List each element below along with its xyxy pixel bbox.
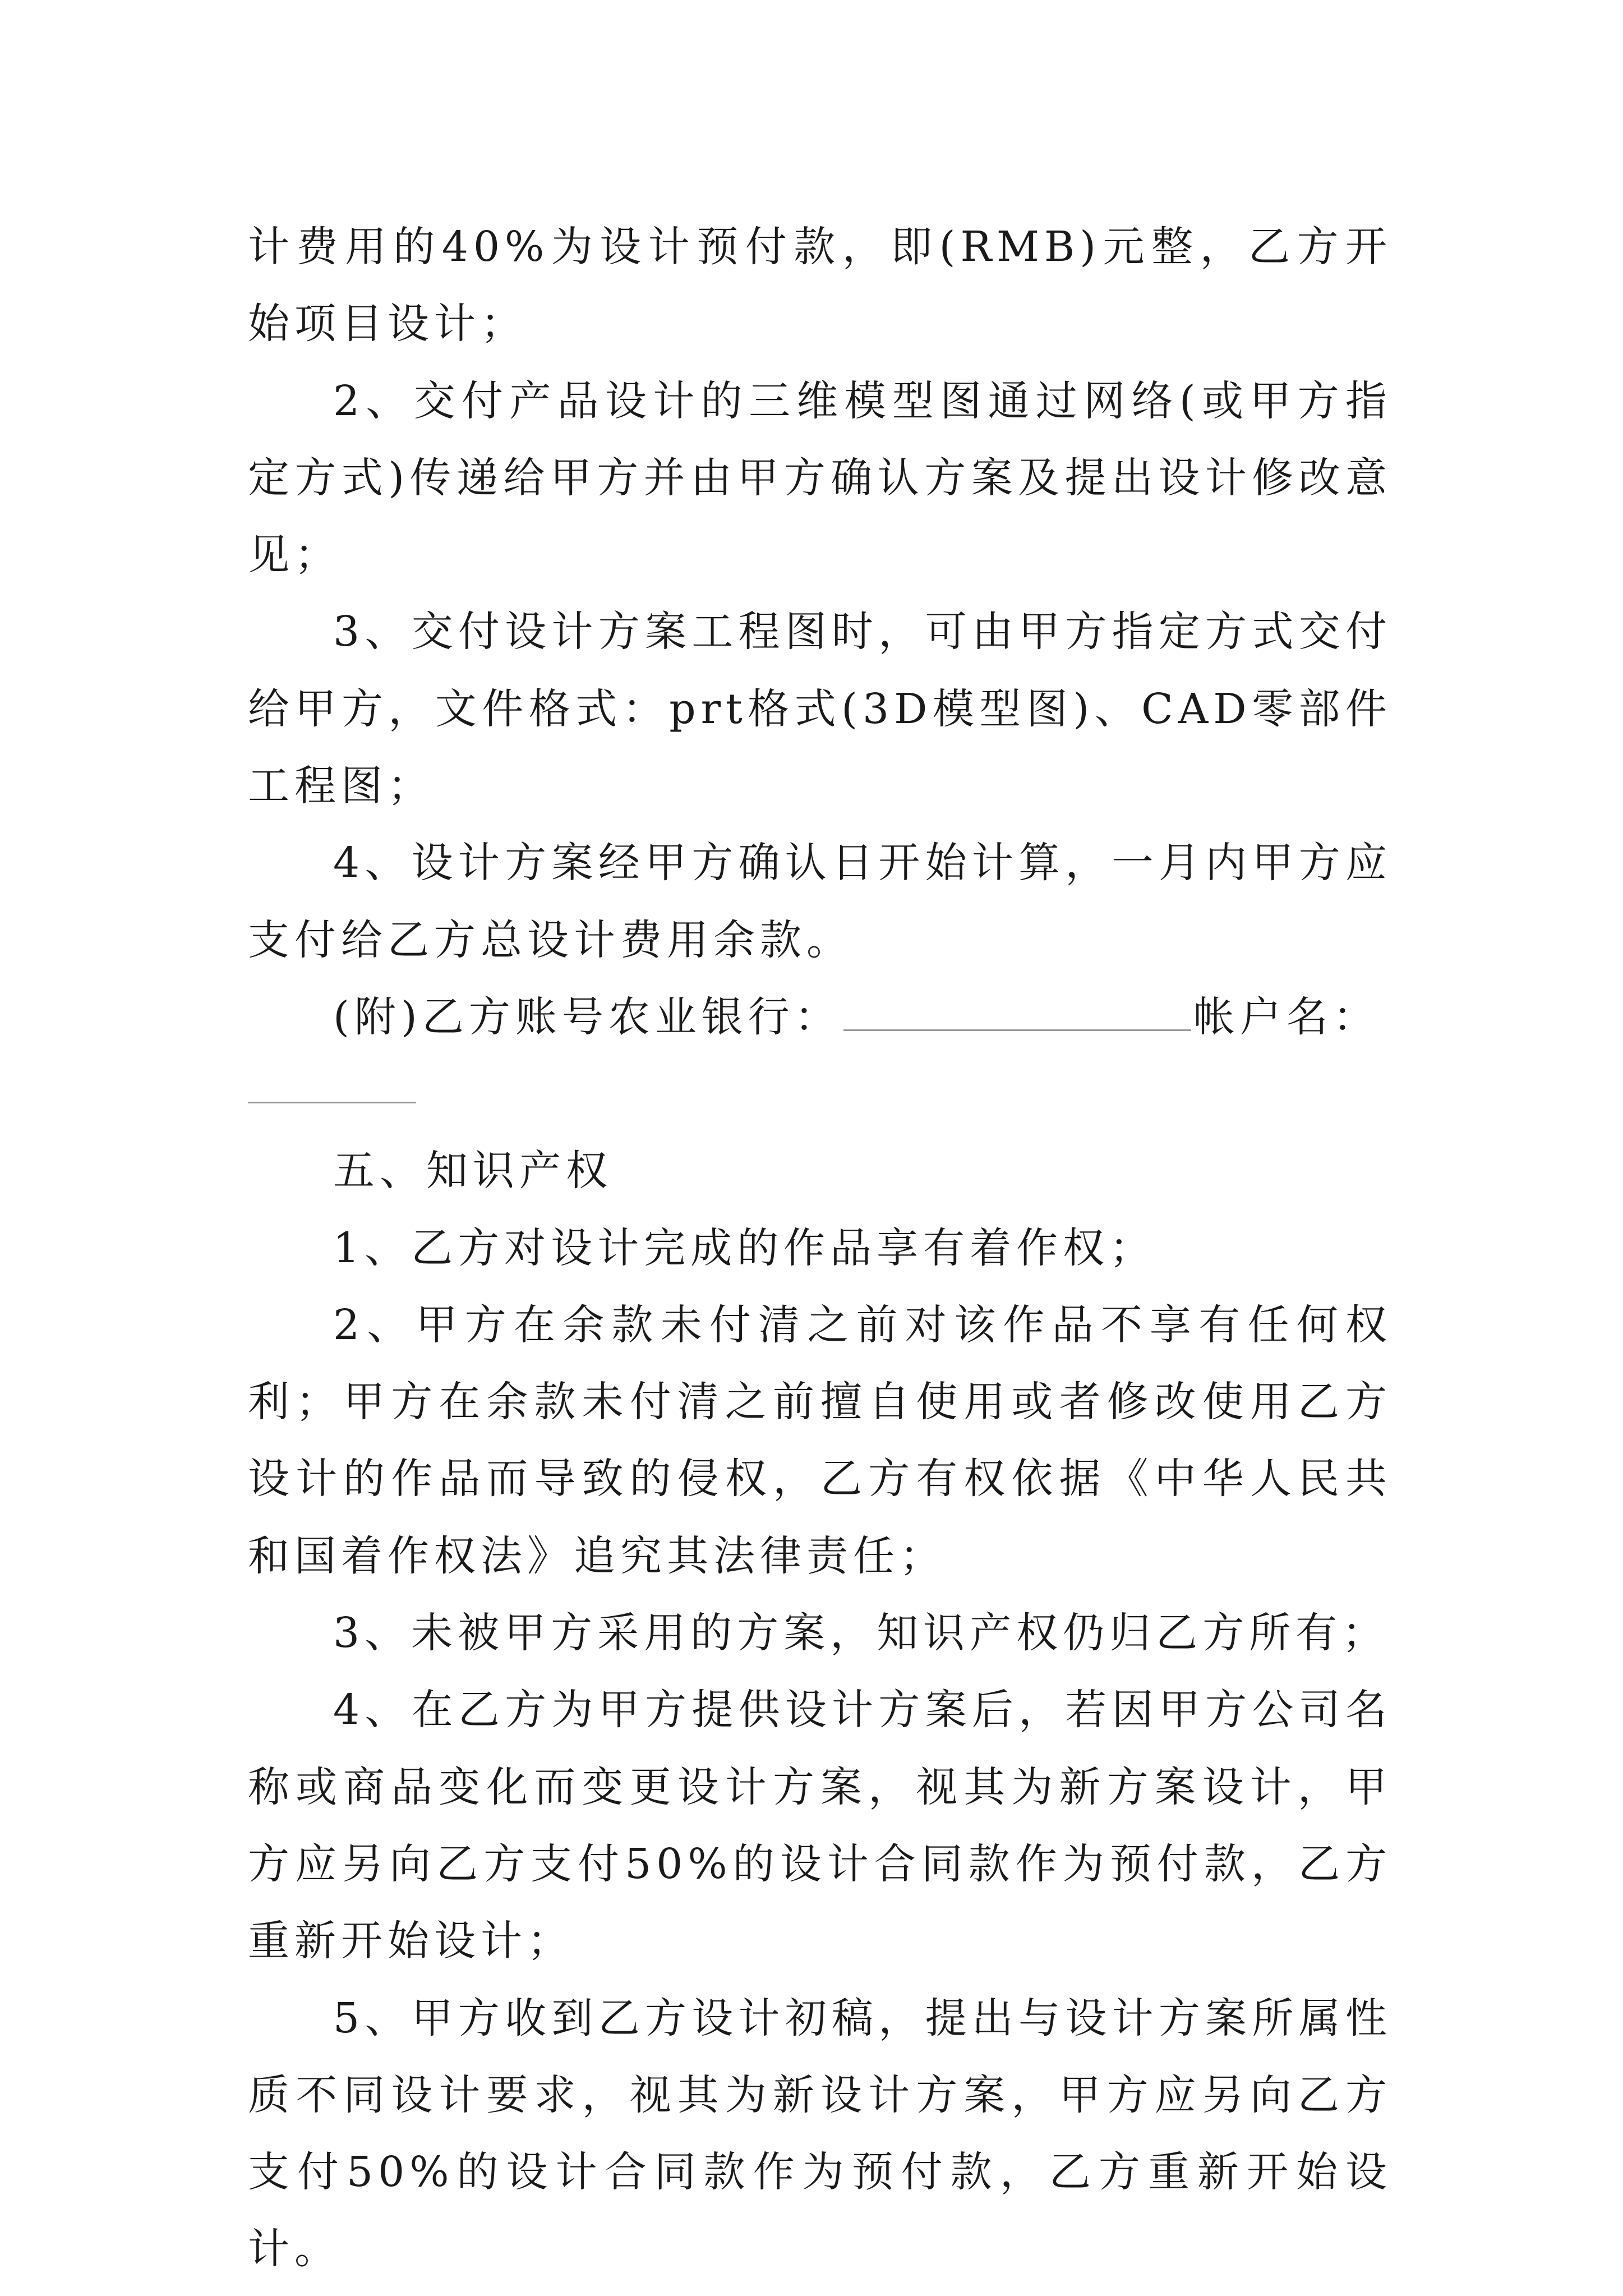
account-name-label: 帐户名： (1193, 992, 1380, 1041)
paragraph-item-3-engineering-drawings: 3、交付设计方案工程图时，可由甲方指定方式交付给甲方，文件格式：prt格式(3D模型图)、CAD零部件工程图； (248, 608, 1392, 811)
account-name-blank (248, 1067, 416, 1103)
paragraph-ip-item-3: 3、未被甲方采用的方案，知识产权仍归乙方所有； (333, 1609, 1389, 1658)
paragraph-ip-item-2: 2、甲方在余款未付清之前对该作品不享有任何权利；甲方在余款未付清之前擅自使用或者修改使用乙方设计的作品而导致的侵权，乙方有权依据《中华人民共和国着作权法》追究其法律责任； (248, 1300, 1392, 1580)
section-heading-intellectual-property: 五、知识产权 (333, 1147, 612, 1195)
bank-account-label: (附)乙方账号农业银行： (333, 992, 841, 1041)
document-body (248, 209, 1392, 2288)
paragraph-item-2-delivery-model: 2、交付产品设计的三维模型图通过网络(或甲方指定方式)传递给甲方并由甲方确认方案及提出设计修改意见； (248, 376, 1392, 579)
paragraph-ip-item-1: 1、乙方对设计完成的作品享有着作权； (333, 1223, 1156, 1272)
paragraph-payment-continued: 计费用的40%为设计预付款，即(RMB)元整，乙方开始项目设计； (248, 223, 1392, 348)
paragraph-bank-account (248, 979, 1392, 1056)
paragraph-item-4-balance-payment: 4、设计方案经甲方确认日开始计算，一月内甲方应支付给乙方总设计费用余款。 (248, 839, 1392, 964)
paragraph-ip-item-4: 4、在乙方为甲方提供设计方案后，若因甲方公司名称或商品变化而变更设计方案，视其为新方案设计，甲方应另向乙方支付50%的设计合同款作为预付款，乙方重新开始设计； (248, 1686, 1392, 1966)
account-name-blank-line (248, 1056, 1392, 1133)
bank-account-blank (843, 995, 1191, 1031)
paragraph-ip-item-5: 5、甲方收到乙方设计初稿，提出与设计方案所属性质不同设计要求，视其为新设计方案，甲方应另向乙方支付50%的设计合同款作为预付款，乙方重新开始设计。 (248, 1994, 1392, 2274)
